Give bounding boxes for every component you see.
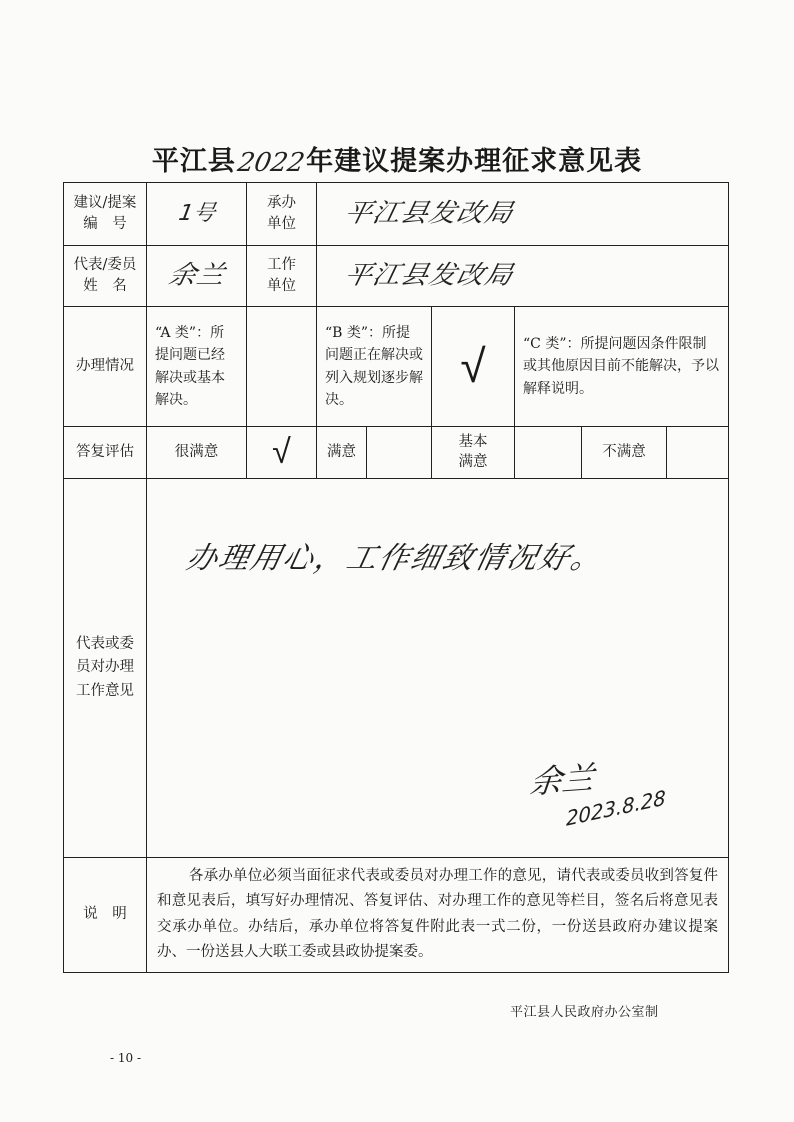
basically-satisfied-check-cell — [515, 427, 582, 479]
value-unit — [317, 183, 729, 246]
work-unit-handwritten: 平江县发改局 — [341, 261, 517, 291]
very-satisfied-check-cell — [247, 427, 317, 479]
dissatisfied-check-cell — [667, 427, 729, 479]
opinion-handwritten: 办理用心，工作细致情况好。 — [183, 541, 607, 576]
class-a-description: “A 类”：所提问题已经解决或基本解决。 — [147, 307, 247, 427]
class-c-description: “C 类”：所提问题因条件限制或其他原因目前不能解决，予以解释说明。 — [515, 307, 729, 427]
class-a-check-cell — [247, 307, 317, 427]
label-number: 建议/提案 编 号 — [64, 183, 147, 246]
label-opinion — [64, 479, 147, 858]
row-number-unit — [64, 183, 729, 246]
check-mark-icon: √ — [460, 339, 486, 394]
check-mark-icon: √ — [272, 431, 291, 472]
class-b-check-cell — [432, 307, 515, 427]
value-work-unit — [317, 246, 729, 307]
title-prefix: 平江县 — [151, 146, 236, 177]
unit-handwritten: 平江县发改局 — [341, 199, 517, 229]
satisfied-check-cell — [367, 427, 432, 479]
page-number: - 10 - — [110, 1051, 142, 1065]
label-evaluation: 答复评估 — [64, 427, 147, 479]
signature-date: 2023.8.28 — [566, 785, 666, 831]
footer-organization: 平江县人民政府办公室制 — [510, 1005, 659, 1020]
option-very-satisfied: 很满意 — [147, 427, 247, 479]
person-handwritten: 余兰 — [165, 261, 228, 291]
opinion-content — [147, 479, 729, 858]
opinion-label-text: 代表或委员对办理工作意见 — [76, 636, 134, 699]
signature: 余兰 — [528, 758, 596, 802]
number-handwritten: 1号 — [176, 201, 217, 227]
option-basically-satisfied: 基本 满意 — [432, 427, 515, 479]
row-opinion — [64, 479, 729, 858]
option-satisfied: 满意 — [317, 427, 367, 479]
form-title — [0, 138, 794, 178]
label-handling: 办理情况 — [64, 307, 147, 427]
value-person — [147, 246, 247, 307]
value-number — [147, 183, 247, 246]
class-b-description: “B 类”：所提问题正在解决或列入规划逐步解决。 — [317, 307, 432, 427]
label-work-unit: 工作 单位 — [247, 246, 317, 307]
suggestion-opinion-form — [63, 182, 729, 973]
label-unit: 承办 单位 — [247, 183, 317, 246]
label-notes: 说 明 — [64, 858, 147, 973]
row-evaluation — [64, 427, 729, 479]
notes-text: 各承办单位必须当面征求代表或委员对办理工作的意见，请代表或委员收到答复件和意见表后，填写好办理情况、答复评估、对办理工作的意见等栏目，签名后将意见表交承办单位。办结后，承办单位将答复件附此表一式二份，一份送县政府办建议提案办、一份送县人大联工委或县政协提案委。 — [147, 858, 729, 973]
row-person — [64, 246, 729, 307]
title-suffix: 年建议提案办理征求意见表 — [306, 146, 643, 177]
option-dissatisfied: 不满意 — [582, 427, 667, 479]
row-notes — [64, 858, 729, 973]
title-year-handwritten: 2022 — [235, 148, 307, 178]
row-handling — [64, 307, 729, 427]
label-person: 代表/委员 姓 名 — [64, 246, 147, 307]
